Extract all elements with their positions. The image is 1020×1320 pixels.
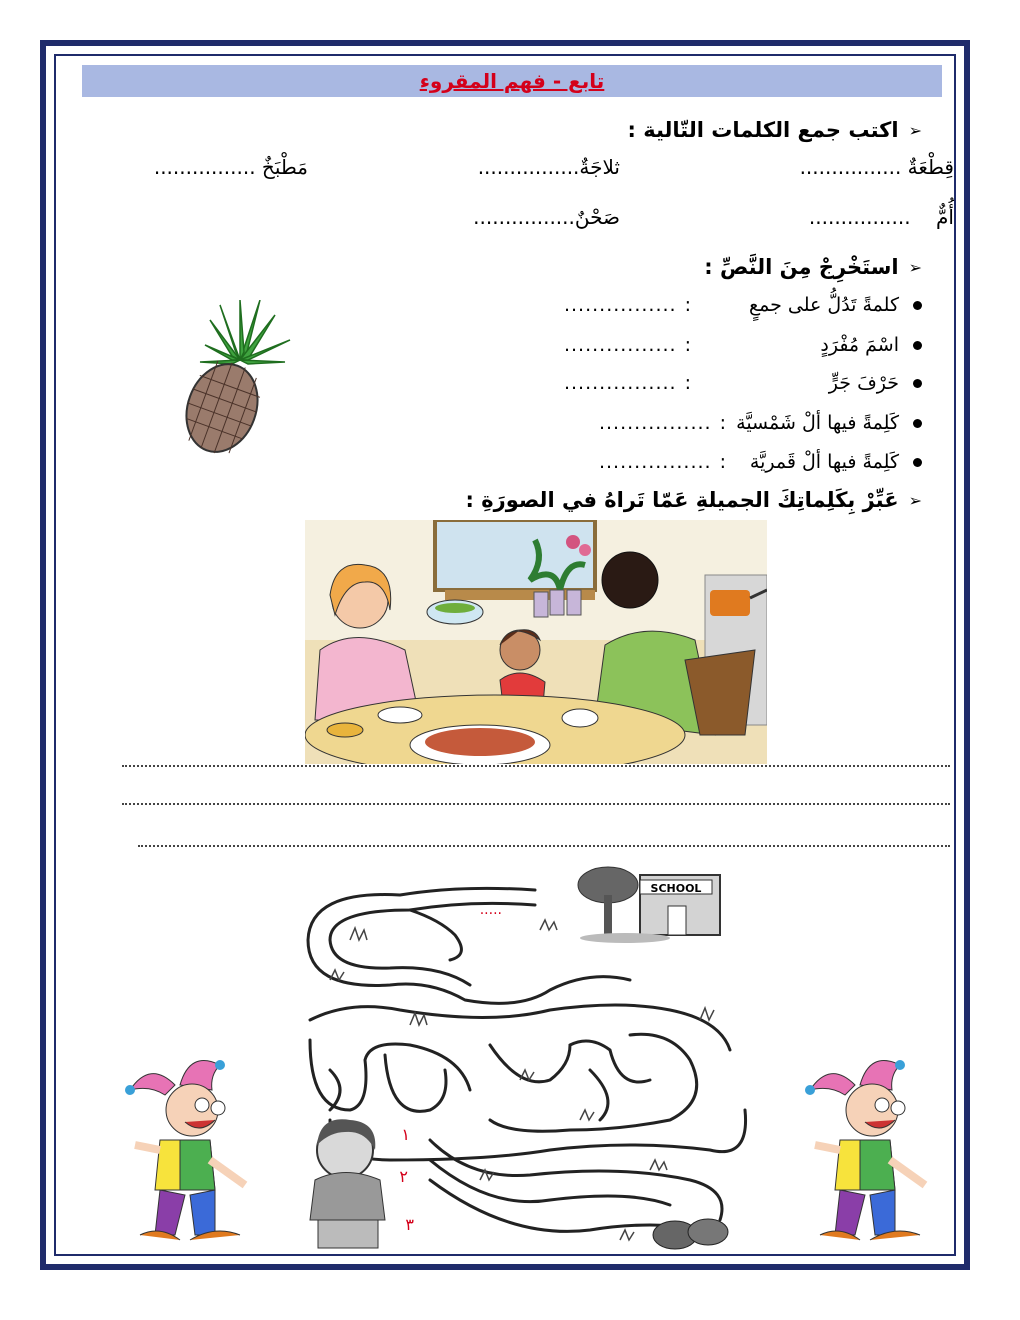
svg-text:.....: ..... [479,902,502,918]
bullet-icon [913,419,922,428]
plural-word-3 [154,155,308,179]
section3-heading-text: عَبِّرْ بِكَلِماتِكَ الجميلةِ عَمّا تَراهُ في الصورَةِ : [465,488,899,512]
family-meal-illustration [305,520,767,764]
extract-item-5 [599,451,922,473]
arrow-bullet-icon: ➢ [908,257,922,277]
item-colon: : [684,294,691,316]
section1-heading-text: اكتب جمع الكلمات التّالية : [627,118,899,142]
extract-item-4 [599,412,922,434]
item-label: كَلِمةً فيها ألْ شَمْسيَّة [736,412,899,434]
answer-blank[interactable]: ................ [473,205,575,229]
boy-character [310,1119,385,1248]
item-label: اسْمَ مُفْرَدٍ [820,334,899,356]
bullet-icon [913,301,922,310]
jester-character-right [800,1050,930,1250]
section2-heading [704,255,922,279]
word-text: مَطْبَخٌ [261,155,308,179]
word-text: قِطْعَةٌ [907,155,954,179]
item-colon: : [684,372,691,394]
section3-heading [466,488,923,512]
arrow-bullet-icon: ➢ [908,490,922,510]
bullet-icon [913,379,922,388]
writing-line-3[interactable] [138,844,950,847]
writing-line-2[interactable] [122,802,950,805]
item-colon: : [684,334,691,356]
writing-line-1[interactable] [122,764,950,767]
extract-item-2 [564,334,922,356]
word-text: ثلاجَةٌ [579,155,620,179]
item-colon: : [719,451,726,473]
answer-blank[interactable]: ................ [808,205,911,229]
school-label: SCHOOL [650,882,702,895]
answer-blank[interactable]: ................ [563,334,677,356]
answer-blank[interactable]: ................ [153,155,256,179]
section2-heading-text: استَخْرِجْ مِنَ النَّصِّ : [704,255,899,279]
plural-word-4 [809,205,954,229]
word-text: أُمٌّ [936,205,954,229]
answer-blank[interactable]: ................ [477,155,580,179]
title-bar [82,65,942,97]
bullet-icon [913,341,922,350]
answer-blank[interactable]: ................ [598,451,712,473]
item-label: حَرْفَ جَرٍّ [828,372,899,394]
plural-word-2 [478,155,620,179]
jester-character-left [120,1050,250,1250]
word-text: صَحْنٌ [574,205,620,229]
item-colon: : [719,412,726,434]
answer-blank[interactable]: ................ [799,155,902,179]
answer-blank[interactable]: ................ [563,372,677,394]
arrow-bullet-icon: ➢ [908,120,922,140]
path-number-1: ١ [401,1125,410,1144]
path-number-2: ٢ [399,1167,408,1186]
item-label: كَلِمةً فيها ألْ قَمريَّة [749,451,899,473]
plural-word-1 [800,155,954,179]
path-number-3: ٣ [405,1215,414,1234]
maze-illustration [290,860,770,1260]
section1-heading [628,118,923,142]
bullet-icon [913,458,922,467]
item-label: كلمةً تَدُلُّ على جمعٍ [749,294,899,316]
answer-blank[interactable]: ................ [563,294,677,316]
page-title: تابع - فهم المقروء [419,69,605,93]
extract-item-3 [564,372,922,394]
answer-blank[interactable]: ................ [598,412,712,434]
extract-item-1 [564,294,922,316]
plural-word-5 [473,205,620,229]
pineapple-icon [180,300,300,455]
